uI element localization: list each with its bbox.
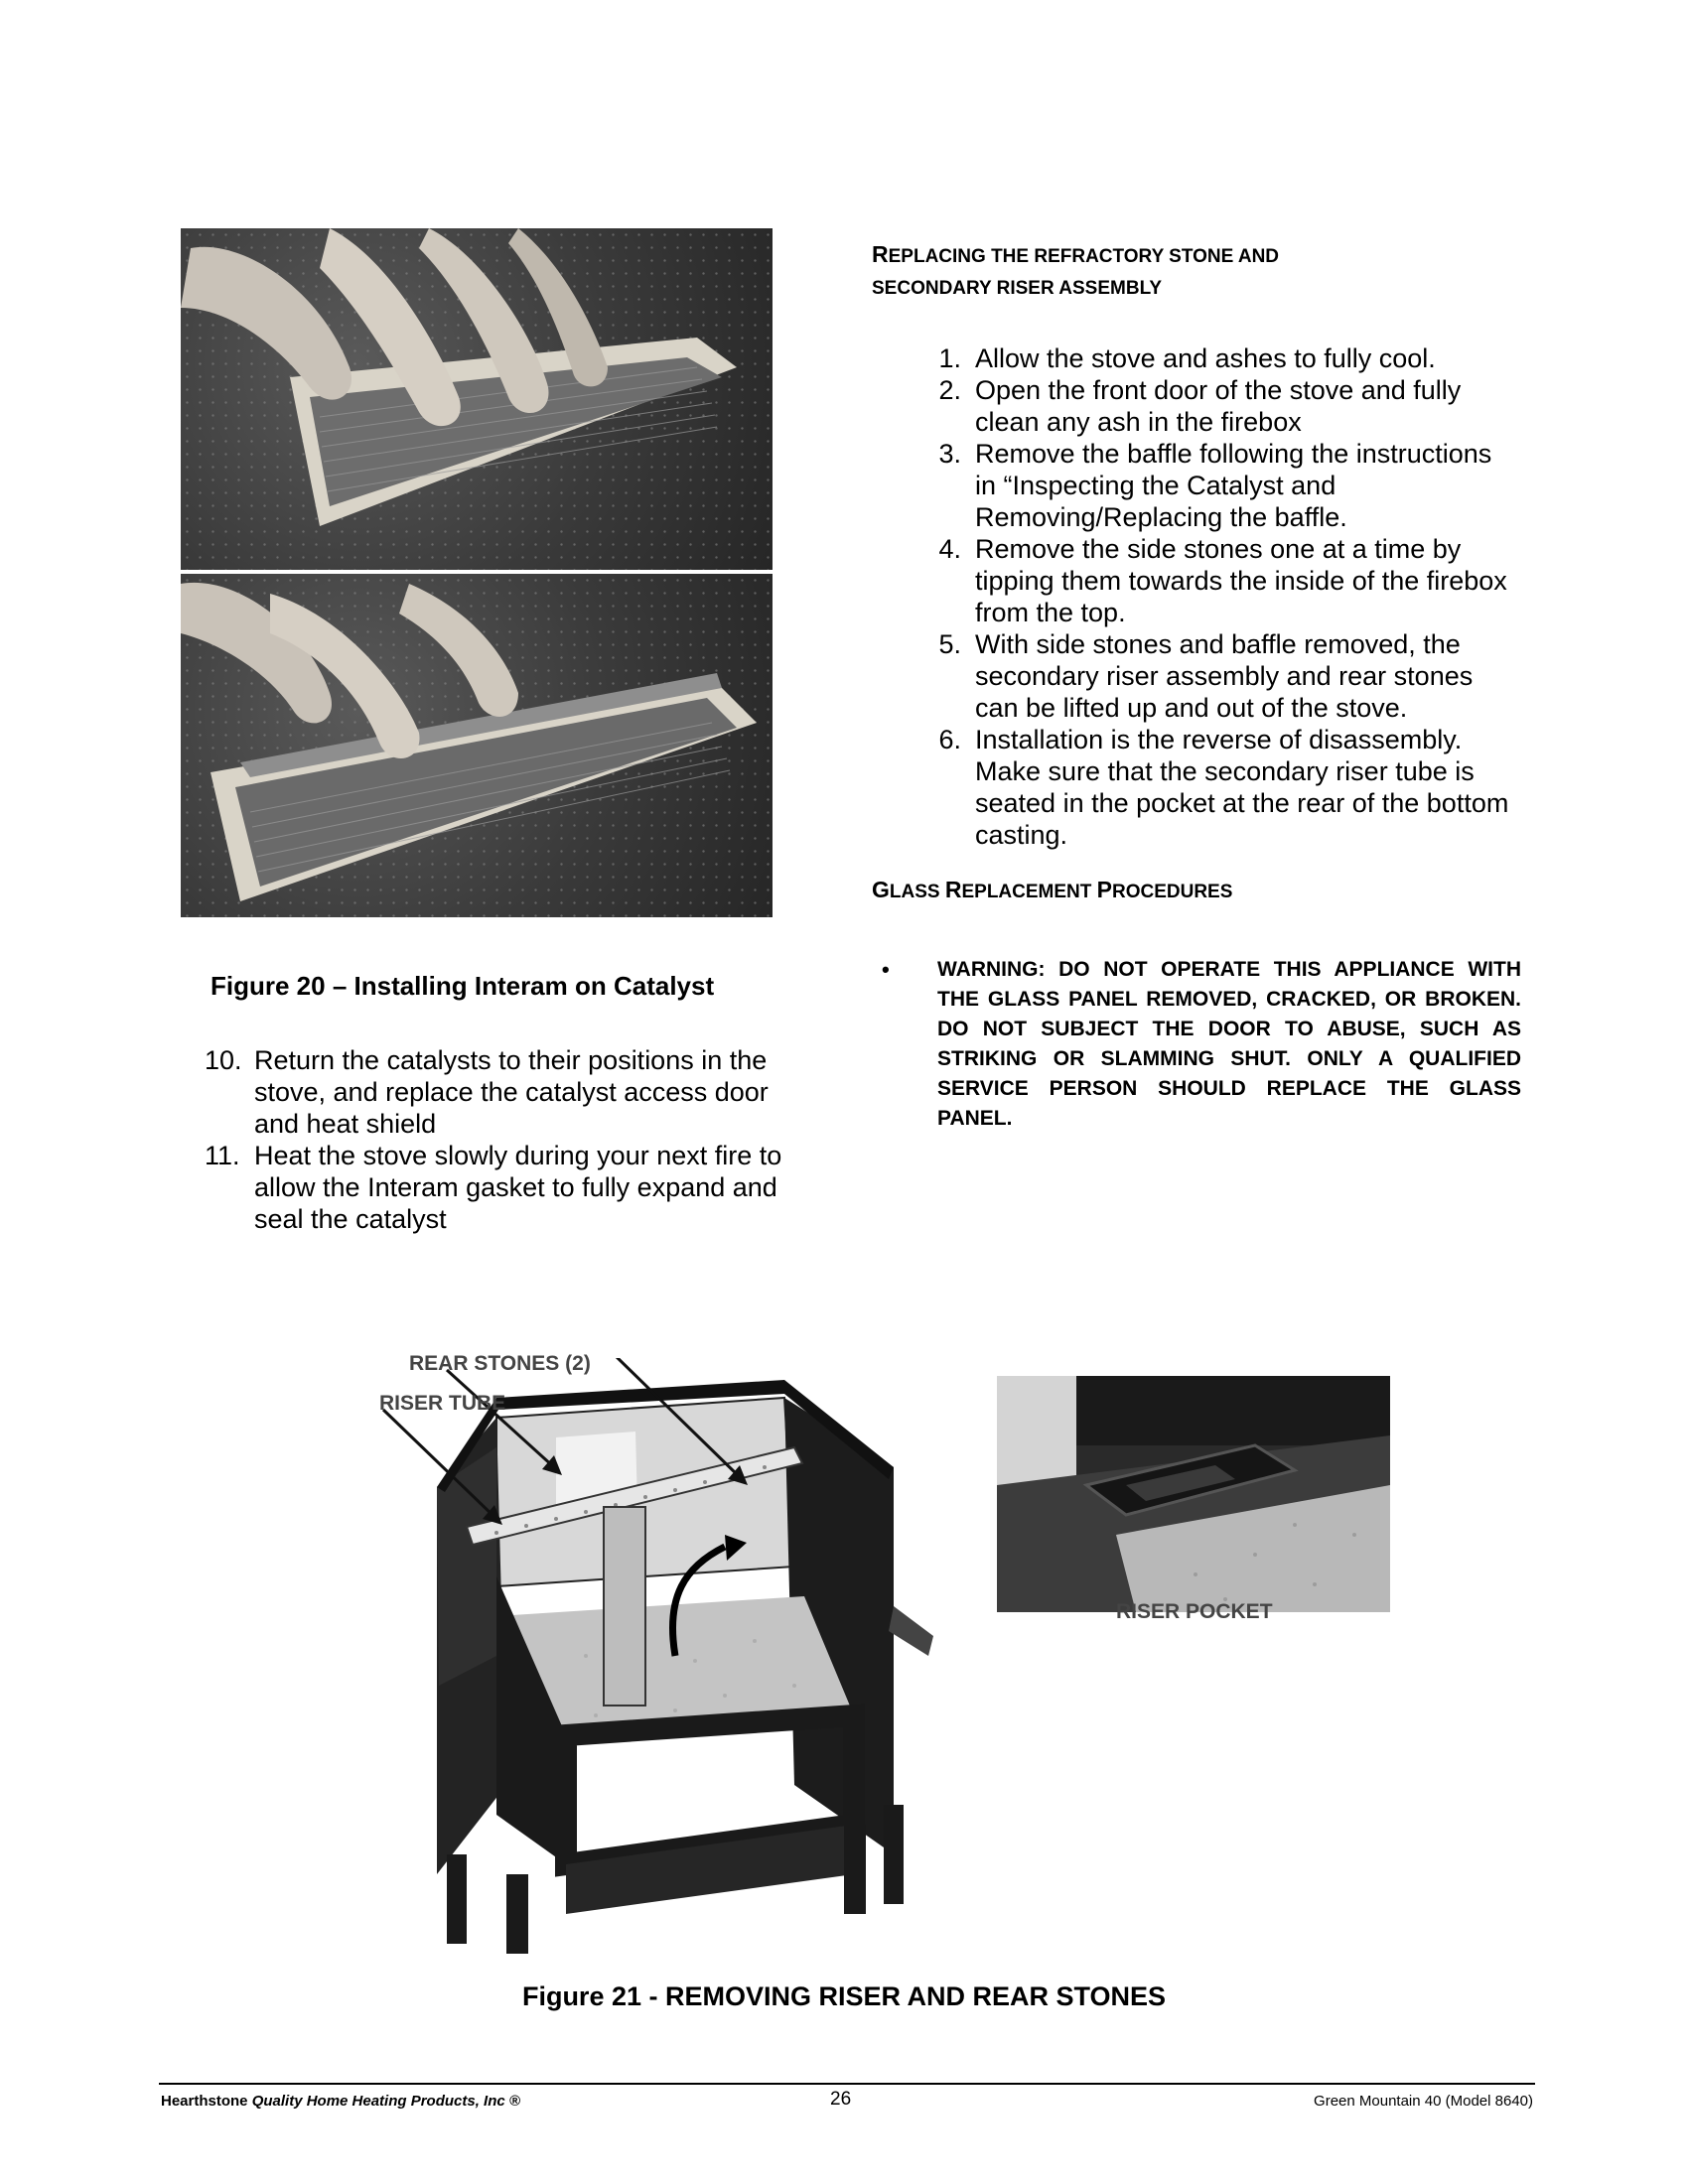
list-item: 5. With side stones and baffle removed, the secondary riser assembly and rear stones can be lifted up and out of the stove. xyxy=(938,629,1474,723)
section-heading-refractory: REPLACING THE REFRACTORY STONE AND SECONDARY RISER ASSEMBLY xyxy=(872,241,1280,299)
figure-20-caption: Figure 20 – Installing Interam on Catalyst xyxy=(211,971,715,1001)
label-riser-tube: RISER TUBE xyxy=(379,1392,506,1415)
bullet-icon: • xyxy=(882,957,890,982)
riser-pocket-photo xyxy=(997,1376,1390,1612)
step-text: Return the catalysts to their positions in the stove, and replace the catalyst access door and heat shield xyxy=(254,1045,769,1139)
page-number: 26 xyxy=(830,2089,852,2110)
catalyst-photo-top xyxy=(181,228,773,570)
label-riser-pocket: RISER POCKET xyxy=(1116,1600,1273,1623)
footer-model: Green Mountain 40 (Model 8640) xyxy=(1314,2093,1533,2110)
step-text: Heat the stove slowly during your next fire to allow the Interam gasket to fully expand and seal the catalyst xyxy=(254,1141,782,1234)
glass-warning xyxy=(882,955,1521,1134)
list-item: 2. Open the front door of the stove and fully clean any ash in the firebox xyxy=(938,375,1462,437)
list-item: 1. Allow the stove and ashes to fully cool. xyxy=(938,343,1436,373)
list-item: 4. Remove the side stones one at a time by tipping them towards the inside of the firebox from the top. xyxy=(938,534,1507,627)
warning-text: WARNING: DO NOT OPERATE THIS APPLIANCE WITH THE GLASS PANEL REMOVED, CRACKED, OR BROKEN. DO NOT SUBJECT THE DOOR TO ABUSE, SUCH AS STRIKING OR SLAMMING SHUT. ONLY A QUALIFIED SERVICE PERSON SHOULD REPLACE THE GLASS PANEL. xyxy=(937,958,1521,1130)
refractory-steps-list xyxy=(915,342,1511,851)
list-item xyxy=(205,1044,800,1140)
section-heading-glass: GLASS REPLACEMENT PROCEDURES xyxy=(872,877,1233,902)
list-item: 3. Remove the baffle following the instructions in “Inspecting the Catalyst and Removing/Replacing the baffle. xyxy=(938,439,1492,532)
label-rear-stones: REAR STONES (2) xyxy=(409,1352,591,1375)
left-steps-list xyxy=(205,1044,800,1235)
list-item: 6. Installation is the reverse of disassembly. Make sure that the secondary riser tube is seated in the pocket at the rear of the bottom casting. xyxy=(938,725,1509,850)
catalyst-photo-bottom xyxy=(181,574,773,917)
figure-21-caption: Figure 21 - REMOVING RISER AND REAR STONES xyxy=(521,1981,1167,2011)
step-number: 10. xyxy=(205,1045,242,1075)
footer-rule xyxy=(159,2083,1535,2085)
stove-illustration xyxy=(377,1358,933,1954)
footer-brand: Hearthstone Quality Home Heating Products, Inc ® xyxy=(161,2093,520,2110)
list-item xyxy=(205,1140,800,1235)
step-number: 11. xyxy=(205,1141,240,1170)
